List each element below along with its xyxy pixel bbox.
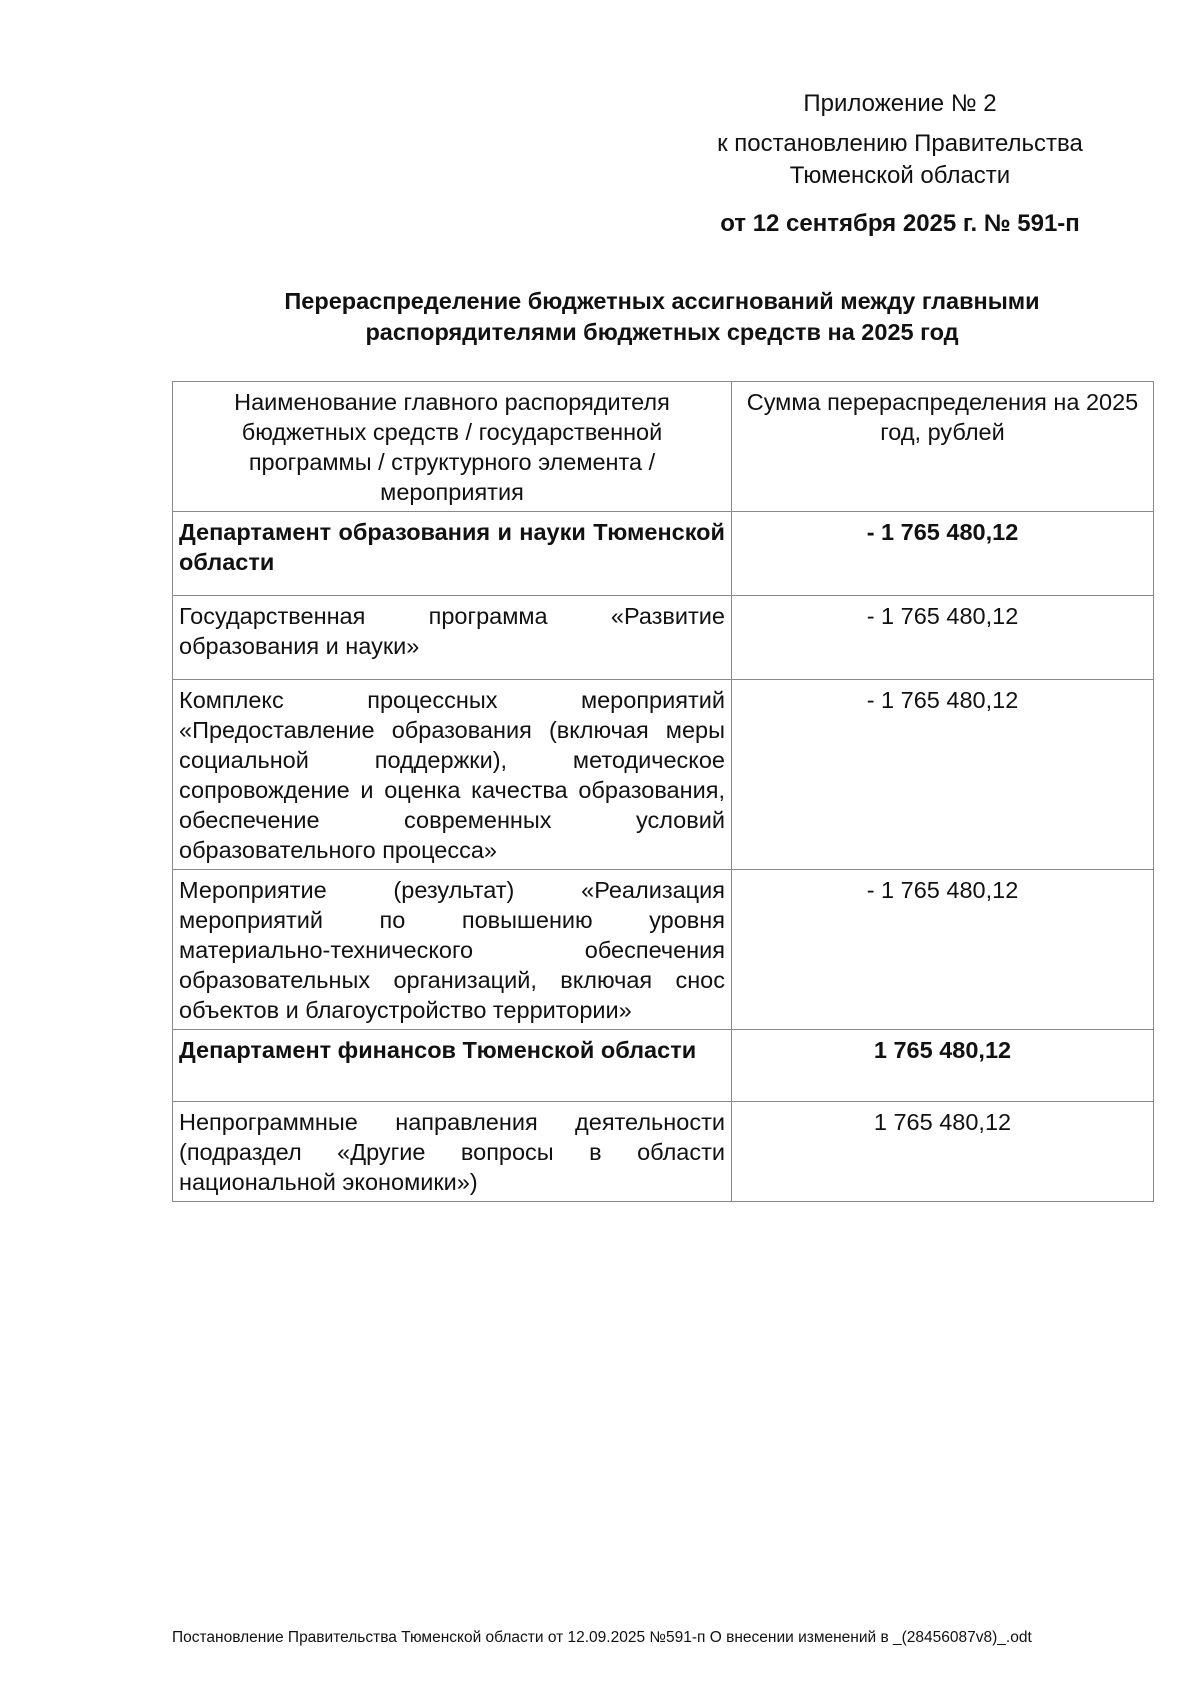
- row-name: Департамент образования и науки Тюменской области: [173, 512, 732, 596]
- table-row: [173, 512, 1154, 596]
- table-row: [173, 1102, 1154, 1202]
- annex-header: [690, 88, 1110, 240]
- row-amount: - 1 765 480,12: [732, 680, 1154, 870]
- row-name: Мероприятие (результат) «Реализация мероприятий по повышению уровня материально-технического обеспечения образовательных организаций, включая снос объектов и благоустройство территории»: [173, 870, 732, 1030]
- title-line-1: Перераспределение бюджетных ассигнований между главными: [284, 288, 1040, 314]
- row-name: Департамент финансов Тюменской области: [173, 1030, 732, 1102]
- row-amount: - 1 765 480,12: [732, 870, 1154, 1030]
- document-footer: Постановление Правительства Тюменской области от 12.09.2025 №591-п О внесении изменений в _(28456087v8)_.odt: [172, 1629, 1032, 1646]
- resolution-reference: [690, 128, 1110, 192]
- decree-date: от 12 сентября 2025 г. № 591-п: [720, 210, 1080, 237]
- column-header-name: Наименование главного распорядителя бюджетных средств / государственной программы / структурного элемента / мероприятия: [173, 382, 732, 512]
- column-header-amount: Сумма перераспределения на 2025 год, рублей: [732, 382, 1154, 512]
- title-line-2: распорядителями бюджетных средств на 2025 год: [365, 319, 959, 345]
- budget-table: [172, 381, 1154, 1202]
- table-row: [173, 870, 1154, 1030]
- annex-label: Приложение № 2: [803, 90, 997, 117]
- row-name: Непрограммные направления деятельности (подраздел «Другие вопросы в области национальной экономики»): [173, 1102, 732, 1202]
- row-amount: 1 765 480,12: [732, 1102, 1154, 1202]
- row-name: Комплекс процессных мероприятий «Предоставление образования (включая меры социальной поддержки), методическое сопровождение и оценка качества образования, обеспечение современных условий образовательного процесса»: [173, 680, 732, 870]
- document-title: [172, 286, 1152, 348]
- resolution-line-1: к постановлению Правительства: [717, 130, 1083, 157]
- row-name: Государственная программа «Развитие образования и науки»: [173, 596, 732, 680]
- table-row: [173, 596, 1154, 680]
- row-amount: - 1 765 480,12: [732, 512, 1154, 596]
- row-amount: 1 765 480,12: [732, 1030, 1154, 1102]
- table-row: [173, 1030, 1154, 1102]
- table-row: [173, 680, 1154, 870]
- resolution-line-2: Тюменской области: [789, 162, 1011, 189]
- table-header-row: [173, 382, 1154, 512]
- row-amount: - 1 765 480,12: [732, 596, 1154, 680]
